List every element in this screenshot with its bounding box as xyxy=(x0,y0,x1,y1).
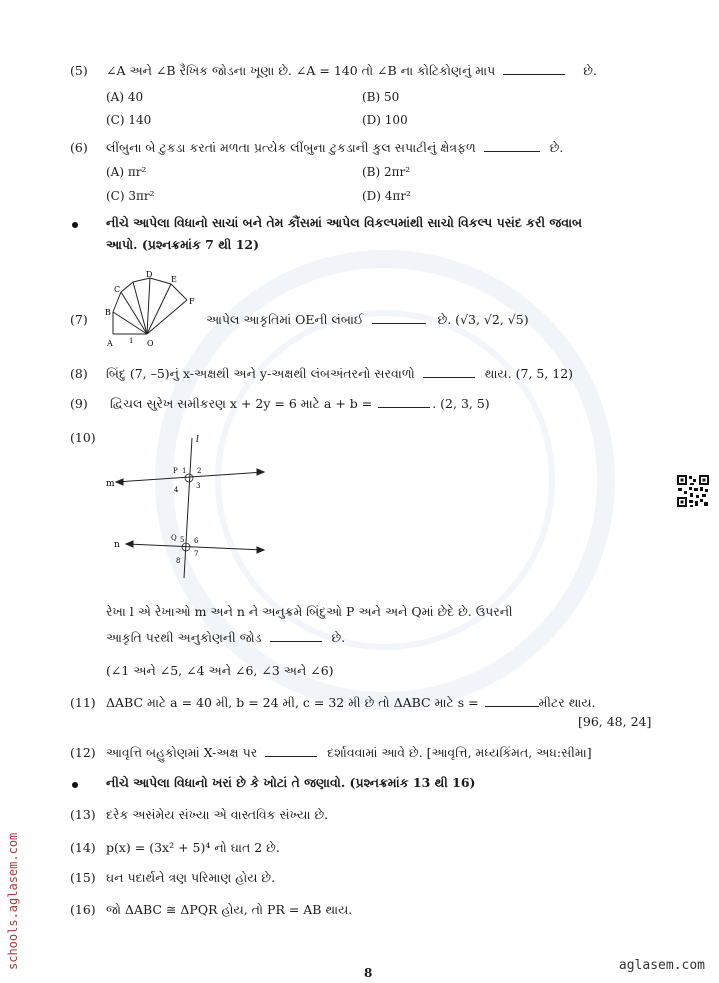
brand-url: aglasem.com xyxy=(618,958,705,973)
q7-text-b: છે. (√3, √2, √5) xyxy=(437,312,529,327)
side-url-text: schools.aglasem.com xyxy=(6,832,20,970)
q5-text xyxy=(106,63,597,79)
q14-text: p(x) = (3x² + 5)⁴ નો ઘાત 2 છે. xyxy=(106,840,280,855)
q6-blank xyxy=(484,140,540,152)
q13-number: (13) xyxy=(70,807,96,822)
q10-label-n: n xyxy=(114,540,120,550)
q5-number: (5) xyxy=(70,63,88,78)
q9-text-b: . (2, 3, 5) xyxy=(432,396,490,411)
q14-number: (14) xyxy=(70,840,96,855)
q10-label-2: 2 xyxy=(197,467,202,475)
q8-blank xyxy=(423,366,475,378)
q7-label-b: B xyxy=(105,308,111,317)
q5-blank xyxy=(503,63,565,75)
q10-blank xyxy=(270,630,322,642)
q10-label-q: Q xyxy=(171,534,177,542)
q10-transversal-figure xyxy=(100,432,270,580)
q10-label-p: P xyxy=(173,467,178,475)
q7-text-a: આપેલ આકૃતિમાં OEની લંબાઈ xyxy=(206,312,364,327)
q5-option-c: (C) 140 xyxy=(106,113,152,127)
q16-number: (16) xyxy=(70,902,96,917)
q8-text-b: થાય. (7, 5, 12) xyxy=(484,366,574,381)
q8-text-a: બિંદુ (7, –5)નું x-અક્ષથી અને y-અક્ષથી લંબઅંતરનો સરવાળો xyxy=(106,366,415,381)
section1-bullet xyxy=(72,222,78,228)
q7-label-f: F xyxy=(189,297,195,306)
q10-label-4: 4 xyxy=(174,486,179,494)
q7-number: (7) xyxy=(70,312,88,327)
q6-option-c: (C) 3πr² xyxy=(106,189,155,203)
q9-text xyxy=(110,396,490,412)
q10-label-m: m xyxy=(106,479,115,489)
q7-label-c: C xyxy=(114,285,121,294)
section2-line1: નીચે આપેલા વિધાનો ખરાં છે કે ખોટાં તે જણાવો. (પ્રશ્નક્રમાંક 13 થી 16) xyxy=(106,775,476,790)
q5-text-a: ∠A અને ∠B રૈખિક જોડના ખૂણા છે. ∠A = 140 તો ∠B ના કોટિકોણનું માપ xyxy=(106,63,496,78)
q5-option-a: (A) 40 xyxy=(106,90,144,104)
q6-option-d: (D) 4πr² xyxy=(362,189,411,203)
q11-blank xyxy=(485,695,539,707)
q6-text-a: લીંબુના બે ટુકડા કરતાં મળતા પ્રત્યેક લીંબુના ટુકડાની કુલ સપાટીનું ક્ષેત્રફળ xyxy=(106,140,476,155)
q10-label-8: 8 xyxy=(176,557,181,565)
q12-text-a: આવૃત્તિ બહુકોણમાં X-અક્ષ પર xyxy=(106,745,258,760)
q10-label-1: 1 xyxy=(182,467,187,475)
q10-number: (10) xyxy=(70,430,96,445)
side-watermark-text xyxy=(2,782,24,972)
q15-number: (15) xyxy=(70,870,96,885)
q13-text: દરેક અસંમેય સંખ્યા એ વાસ્તવિક સંખ્યા છે. xyxy=(106,807,329,822)
q10-label-5: 5 xyxy=(180,536,185,544)
q10-label-7: 7 xyxy=(194,550,199,558)
section2-bullet xyxy=(72,782,78,788)
q7-text xyxy=(206,312,529,328)
q7-label-one: 1 xyxy=(129,337,134,345)
q10-line2-a: આકૃતિ પરથી અનુકોણની જોડ xyxy=(106,630,262,645)
q16-text: જો ΔABC ≅ ΔPQR હોય, તો PR = AB થાય. xyxy=(106,902,353,917)
q10-label-6: 6 xyxy=(194,537,199,545)
q11-options: [96, 48, 24] xyxy=(578,714,652,729)
q12-number: (12) xyxy=(70,745,96,760)
q9-text-a: દ્વિચલ સુરેખ સમીકરણ x + 2y = 6 માટે a + b = xyxy=(110,396,373,411)
q12-blank xyxy=(265,745,317,757)
q11-text xyxy=(106,695,596,711)
q7-label-o: O xyxy=(147,339,154,348)
q9-blank xyxy=(378,396,430,408)
q12-text xyxy=(106,745,592,761)
page-number: 8 xyxy=(364,966,373,980)
q15-text: ઘન પદાર્થને ત્રણ પરિમાણ હોય છે. xyxy=(106,870,276,885)
q10-line1: રેખા l એ રેખાઓ m અને n ને અનુક્રમે બિંદુઓ P અને અને Qમાં છેદે છે. ઉપરની xyxy=(106,604,513,619)
q7-label-d: D xyxy=(146,270,153,279)
q5-text-b: છે. xyxy=(583,63,597,78)
q11-number: (11) xyxy=(70,695,96,710)
q7-square-root-spiral-figure xyxy=(103,268,203,350)
q6-text xyxy=(106,140,563,156)
q7-blank xyxy=(372,312,426,324)
section1-line2: આપો. (પ્રશ્નક્રમાંક 7 થી 12) xyxy=(106,237,260,252)
q6-number: (6) xyxy=(70,140,88,155)
q5-option-b: (B) 50 xyxy=(362,90,400,104)
q11-text-b: મીટર થાય. xyxy=(538,695,596,710)
q12-text-b: દર્શાવવામાં આવે છે. [આવૃત્તિ, મધ્યકિંમત, અધ:સીમા] xyxy=(327,745,592,760)
q8-text xyxy=(106,366,573,382)
q5-option-d: (D) 100 xyxy=(362,113,408,127)
q7-label-a: A xyxy=(107,339,113,348)
q7-label-e: E xyxy=(171,275,177,284)
q10-label-3: 3 xyxy=(196,482,201,490)
qr-code-icon xyxy=(676,474,710,508)
q6-text-b: છે. xyxy=(549,140,564,155)
q10-label-l: l xyxy=(196,435,199,445)
section1-line1: નીચે આપેલા વિધાનો સાચાં બને તેમ કૌંસમાં આપેલ વિકલ્પમાંથી સાચો વિકલ્પ પસંદ કરી જવાબ xyxy=(106,215,583,230)
q10-line2-b: છે. xyxy=(331,630,346,645)
q10-line2 xyxy=(106,630,345,646)
q6-option-a: (A) πr² xyxy=(106,165,147,179)
q10-options: (∠1 અને ∠5, ∠4 અને ∠6, ∠3 અને ∠6) xyxy=(106,663,334,678)
q6-option-b: (B) 2πr² xyxy=(362,165,411,179)
q8-number: (8) xyxy=(70,366,88,381)
q9-number: (9) xyxy=(70,396,88,411)
q11-text-a: ΔABC માટે a = 40 મી, b = 24 મી, c = 32 મી છે તો ΔABC માટે s = xyxy=(106,695,479,710)
